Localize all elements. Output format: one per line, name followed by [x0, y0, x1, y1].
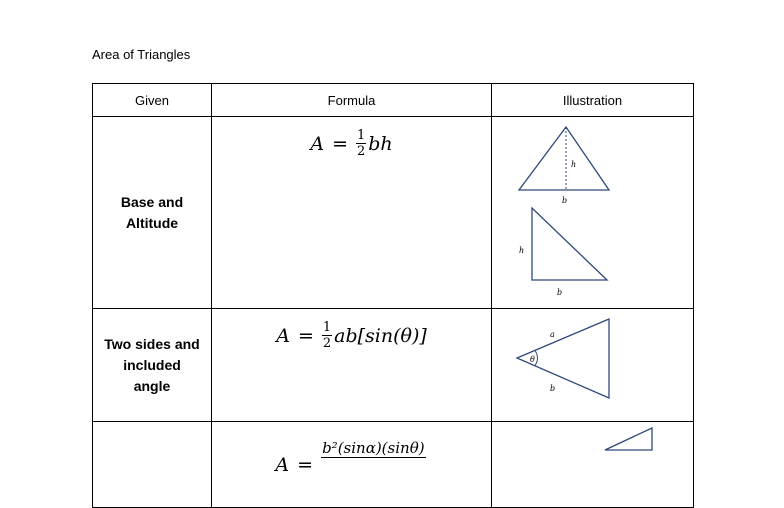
- right-base-label: b: [557, 288, 563, 297]
- triangle-illustrations-base-altitude: [492, 117, 692, 303]
- formula-equals: =: [297, 324, 314, 347]
- isosceles-base-label: b: [562, 196, 568, 205]
- given-line: Two sides and: [104, 335, 200, 352]
- table-row: [93, 309, 694, 422]
- given-line: included: [123, 356, 181, 373]
- angle-arc: [535, 351, 538, 366]
- formula-fraction: [356, 129, 366, 158]
- isosceles-triangle-shape: [519, 127, 609, 190]
- formula-lhs: A: [310, 132, 325, 155]
- formula-fraction: [321, 440, 426, 458]
- formula-equals: =: [332, 132, 348, 155]
- given-line: Base and: [120, 193, 184, 210]
- formula-lhs: A: [275, 454, 290, 476]
- formula-row3: [275, 436, 427, 476]
- isosceles-height-label: h: [571, 160, 577, 169]
- formula-rhs: ab[sin(θ)]: [334, 324, 427, 347]
- given-line: angle: [133, 377, 171, 394]
- table-row: [93, 117, 694, 309]
- given-cell-base-altitude: [93, 117, 212, 309]
- given-cell-two-sides-angle: [93, 309, 212, 422]
- given-cell-row3: [93, 422, 212, 508]
- fraction-numerator: b²(sinα)(sinθ): [322, 439, 425, 457]
- side-a-label: a: [550, 330, 555, 339]
- triangle-illustration-row3: [492, 422, 692, 502]
- row3-triangle-shape: [605, 428, 652, 450]
- illustration-cell-base-altitude: [492, 117, 694, 309]
- formula-two-sides-angle: [276, 321, 427, 350]
- formula-rhs: bh: [368, 132, 393, 155]
- triangle-illustration-sas: [492, 309, 692, 416]
- fraction-numerator: 1: [322, 320, 332, 335]
- formula-cell-two-sides-angle: [212, 309, 492, 422]
- given-line: Altitude: [125, 214, 179, 231]
- formula-cell-row3: [212, 422, 492, 508]
- area-of-triangles-table: [92, 83, 694, 508]
- formula-base-altitude: [310, 129, 392, 158]
- fraction-denominator: 2: [356, 144, 366, 159]
- fraction-numerator: 1: [356, 128, 366, 143]
- illustration-cell-two-sides-angle: [492, 309, 694, 422]
- side-b-label: b: [550, 384, 556, 393]
- header-given: Given: [93, 84, 212, 117]
- formula-fraction: [322, 321, 332, 350]
- document-title: Area of Triangles: [92, 47, 191, 62]
- right-height-label: h: [519, 246, 525, 255]
- formula-cell-base-altitude: [212, 117, 492, 309]
- header-formula: Formula: [212, 84, 492, 117]
- table-row: [93, 422, 694, 508]
- header-illustration: Illustration: [492, 84, 694, 117]
- illustration-cell-row3: [492, 422, 694, 508]
- fraction-denominator: 2: [322, 336, 332, 351]
- formula-equals: =: [297, 454, 314, 476]
- angle-theta-label: θ: [530, 355, 535, 364]
- table-header-row: [93, 84, 694, 117]
- formula-lhs: A: [276, 324, 290, 347]
- right-triangle-shape: [532, 208, 607, 280]
